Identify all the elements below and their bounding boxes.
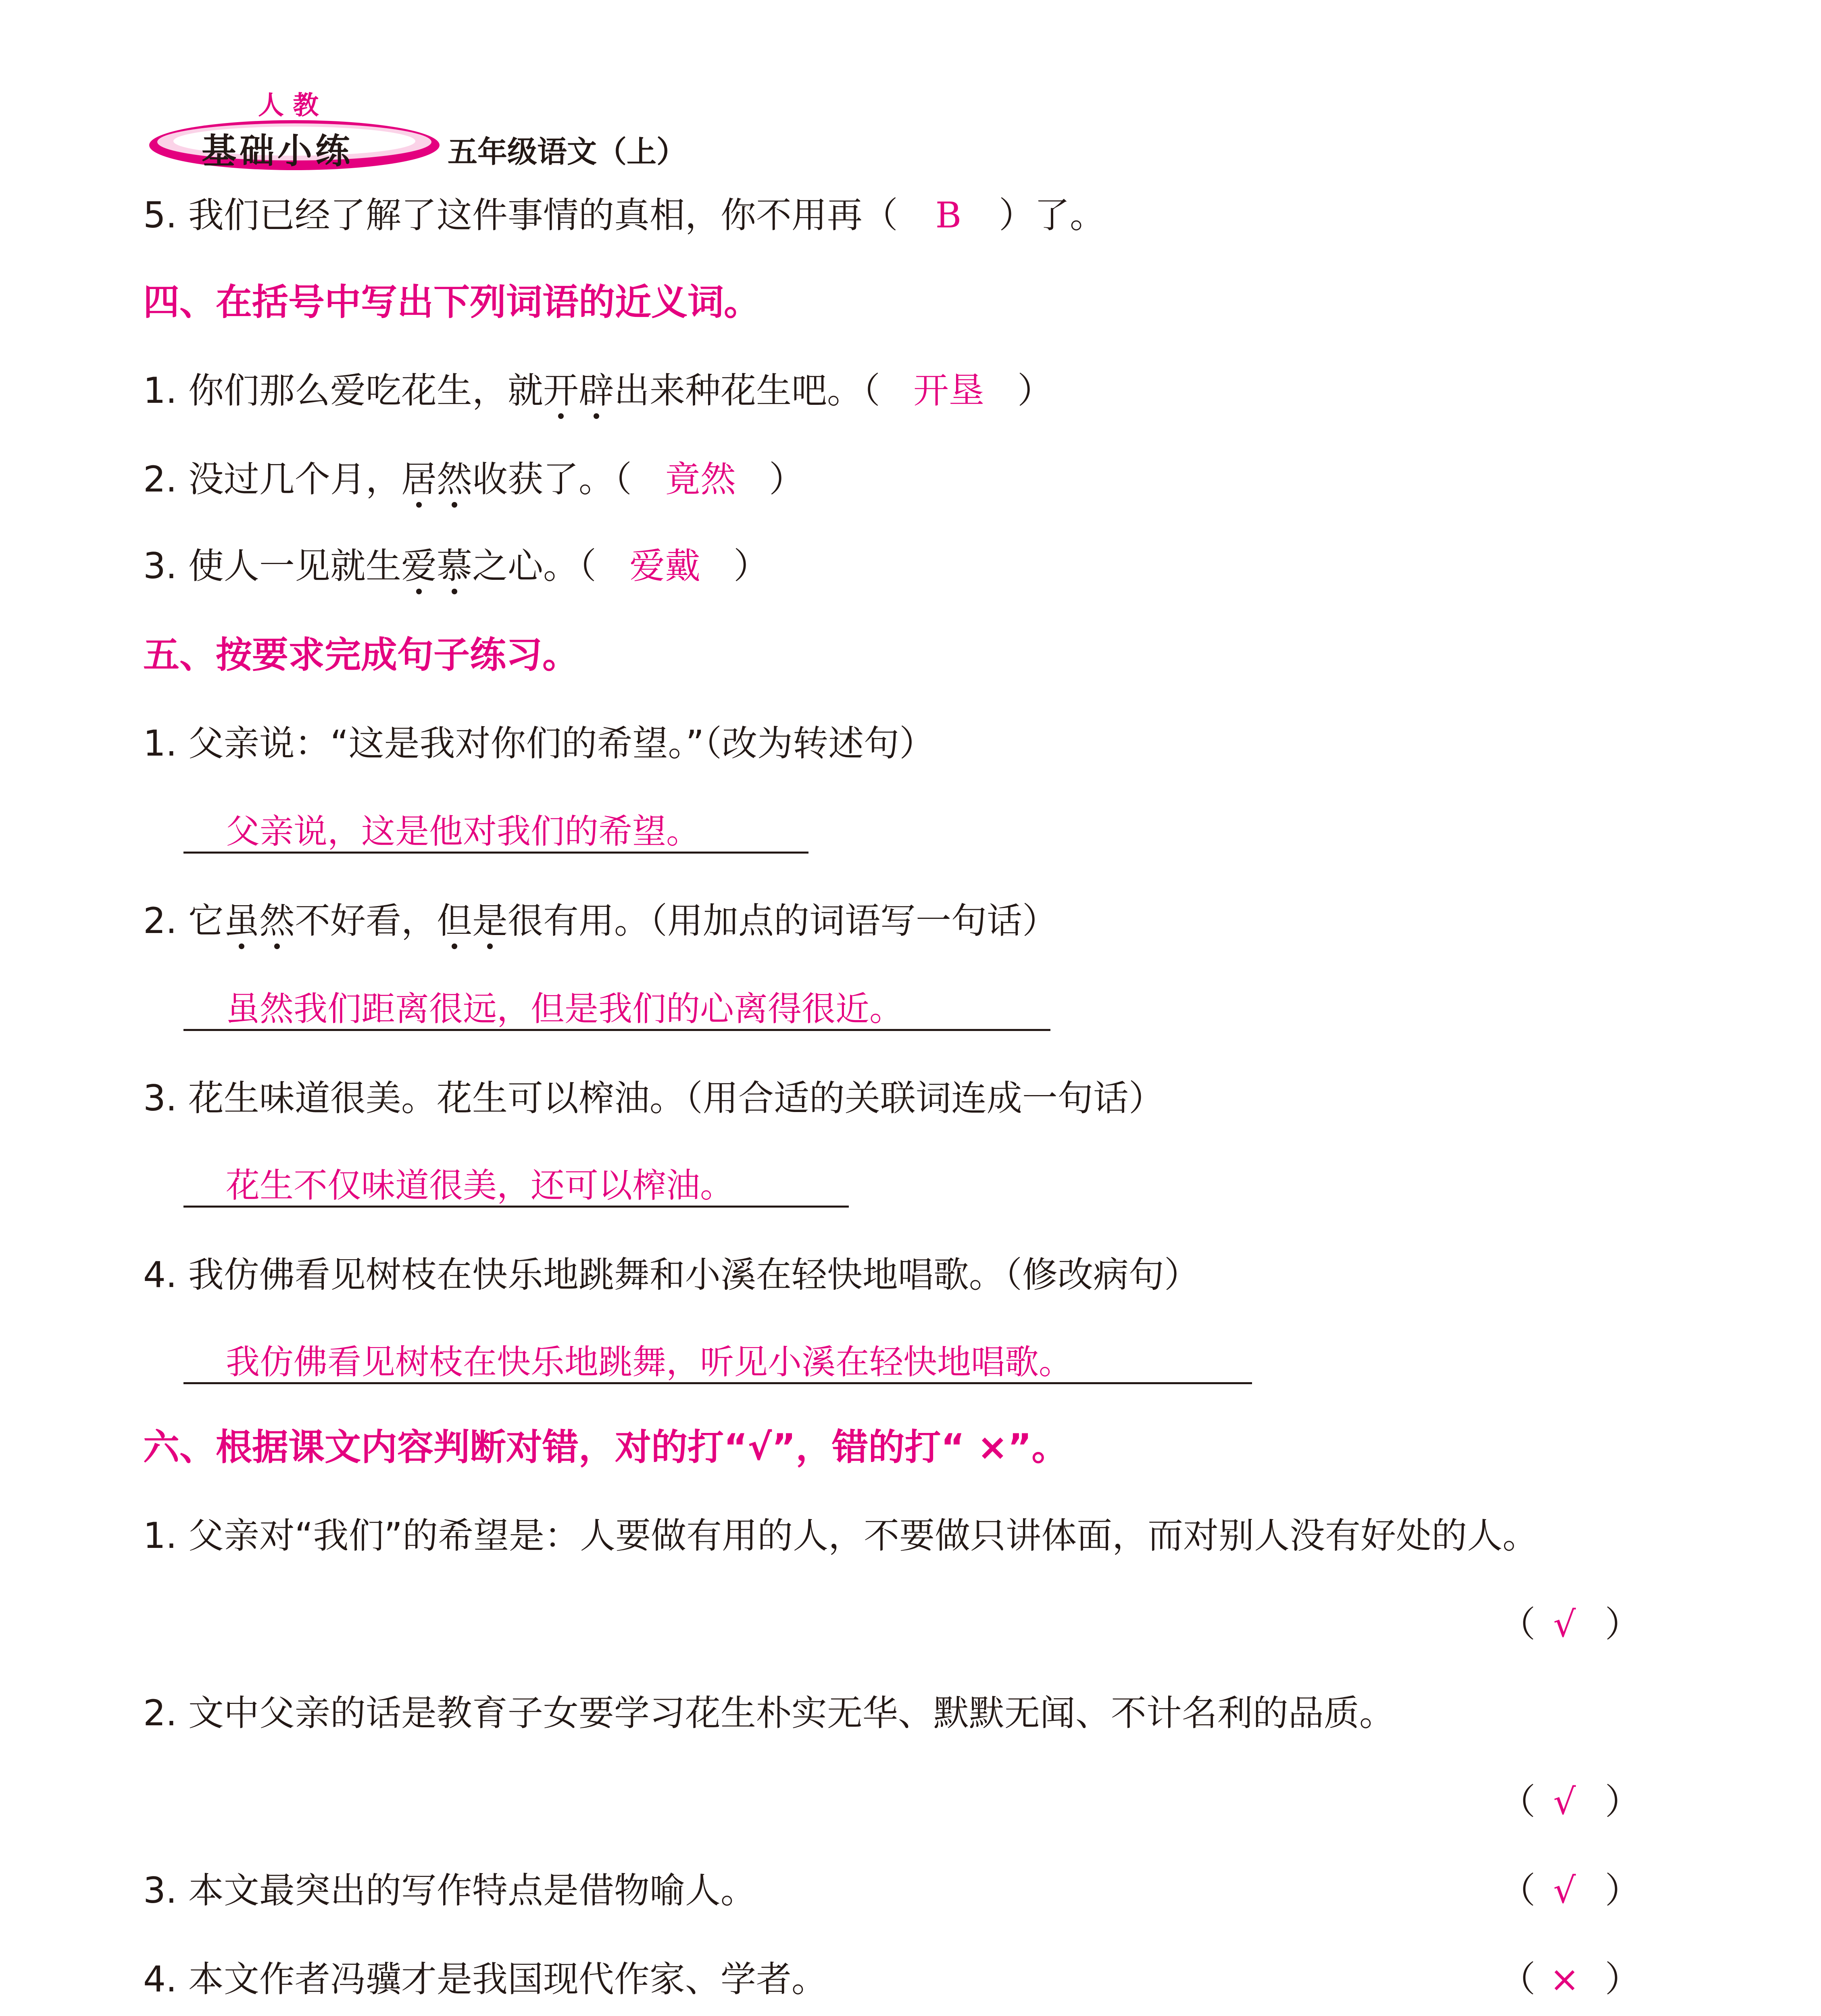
section-4-title: 四、在括号中写出下列词语的近义词。 xyxy=(143,281,760,323)
question-5-close: ）了。 xyxy=(998,194,1105,236)
open-paren: （ xyxy=(1500,1958,1536,2000)
answer-synonym: 爱戴 xyxy=(629,545,700,587)
section-5-item-3: 3. 花生味道很美。花生可以榨油。（用合适的关联词连成一句话） xyxy=(143,1077,1164,1119)
underline-2 xyxy=(183,1029,1050,1031)
item-text: 之心。（ xyxy=(472,545,596,587)
close-paren: ） xyxy=(1605,1781,1641,1822)
section-5-item-2 xyxy=(143,900,1058,941)
section-6-item-3: 3. 本文最突出的写作特点是借物喻人。 xyxy=(143,1870,756,1911)
section-6-item-2: 2. 文中父亲的话是教育子女要学习花生朴实无华、默默无闻、不计名利的品质。 xyxy=(143,1692,1395,1734)
dotted-char: 然 xyxy=(436,458,472,500)
dotted-char: 辟 xyxy=(578,370,614,411)
item-close: ） xyxy=(733,545,769,587)
answer-synonym: 竟然 xyxy=(665,458,736,500)
item-text: 不好看， xyxy=(294,900,437,941)
section-5-item-1: 1. 父亲说：“这是我对你们的希望。”（改为转述句） xyxy=(143,723,935,764)
answer-q5: B xyxy=(935,194,962,236)
judgement-mark-1 xyxy=(1500,1604,1641,1645)
close-paren: ） xyxy=(1605,1958,1641,2000)
section-6-title: 六、根据课文内容判断对错，对的打“√”，错的打“ ×”。 xyxy=(143,1426,1068,1468)
section-6-item-1: 1. 父亲对“我们”的希望是：人要做有用的人，不要做只讲体面，而对别人没有好处的人。 xyxy=(143,1515,1538,1556)
open-paren: （ xyxy=(1500,1870,1536,1911)
question-5-text: 5. 我们已经了解了这件事情的真相，你不用再（ xyxy=(143,194,898,236)
item-text: 很有用。（用加点的词语写一句话） xyxy=(508,900,1058,941)
item-close: ） xyxy=(769,458,804,500)
answer-line-4: 我仿佛看见树枝在快乐地跳舞，听见小溪在轻快地唱歌。 xyxy=(226,1342,1073,1382)
item-close: ） xyxy=(1017,370,1053,411)
judgement-mark-3 xyxy=(1500,1870,1641,1911)
item-text: 收获了。（ xyxy=(472,458,632,500)
section-4-item-2 xyxy=(143,458,804,500)
item-text: 3. 使人一见就生 xyxy=(143,545,401,587)
close-paren: ） xyxy=(1605,1870,1641,1911)
check-mark: √ xyxy=(1553,1781,1576,1822)
answer-line-2: 虽然我们距离很远，但是我们的心离得很近。 xyxy=(226,989,904,1029)
open-paren: （ xyxy=(1500,1604,1536,1645)
dotted-char: 然 xyxy=(259,900,295,941)
judgement-mark-4 xyxy=(1500,1958,1641,2000)
judgement-mark-2 xyxy=(1500,1781,1641,1822)
answer-synonym: 开垦 xyxy=(913,370,984,411)
underline-3 xyxy=(183,1206,849,1208)
answer-line-3: 花生不仅味道很美，还可以榨油。 xyxy=(226,1166,734,1205)
dotted-char: 慕 xyxy=(436,545,472,587)
item-text: 1. 你们那么爱吃花生，就 xyxy=(143,370,543,411)
open-paren: （ xyxy=(1500,1781,1536,1822)
dotted-char: 爱 xyxy=(401,545,437,587)
item-text: 2. 它 xyxy=(143,900,224,941)
section-5-item-4: 4. 我仿佛看见树枝在快乐地跳舞和小溪在轻快地唱歌。（修改病句） xyxy=(143,1254,1200,1295)
header-publisher: 人 教 xyxy=(258,91,319,121)
check-mark: √ xyxy=(1553,1604,1576,1645)
header-series: 基础小练 xyxy=(202,131,353,171)
section-5-title: 五、按要求完成句子练习。 xyxy=(143,634,579,676)
item-text: 2. 没过几个月， xyxy=(143,458,401,500)
close-paren: ） xyxy=(1605,1604,1641,1645)
cross-mark: × xyxy=(1550,1958,1579,2000)
dotted-char: 开 xyxy=(543,370,579,411)
header-badge xyxy=(141,73,440,181)
underline-4 xyxy=(183,1382,1252,1384)
question-5 xyxy=(143,194,1105,236)
header-subject: 五年级语文（上） xyxy=(448,135,686,169)
answer-line-1: 父亲说，这是他对我们的希望。 xyxy=(226,812,700,851)
section-6-item-4: 4. 本文作者冯骥才是我国现代作家、学者。 xyxy=(143,1958,827,2000)
dotted-char: 虽 xyxy=(223,900,259,941)
section-4-item-1 xyxy=(143,370,1053,411)
underline-1 xyxy=(183,852,808,854)
section-4-item-3 xyxy=(143,545,769,587)
check-mark: √ xyxy=(1553,1870,1576,1911)
dotted-char: 但 xyxy=(436,900,472,941)
dotted-char: 居 xyxy=(401,458,437,500)
item-text: 出来种花生吧。（ xyxy=(614,370,880,411)
dotted-char: 是 xyxy=(472,900,508,941)
